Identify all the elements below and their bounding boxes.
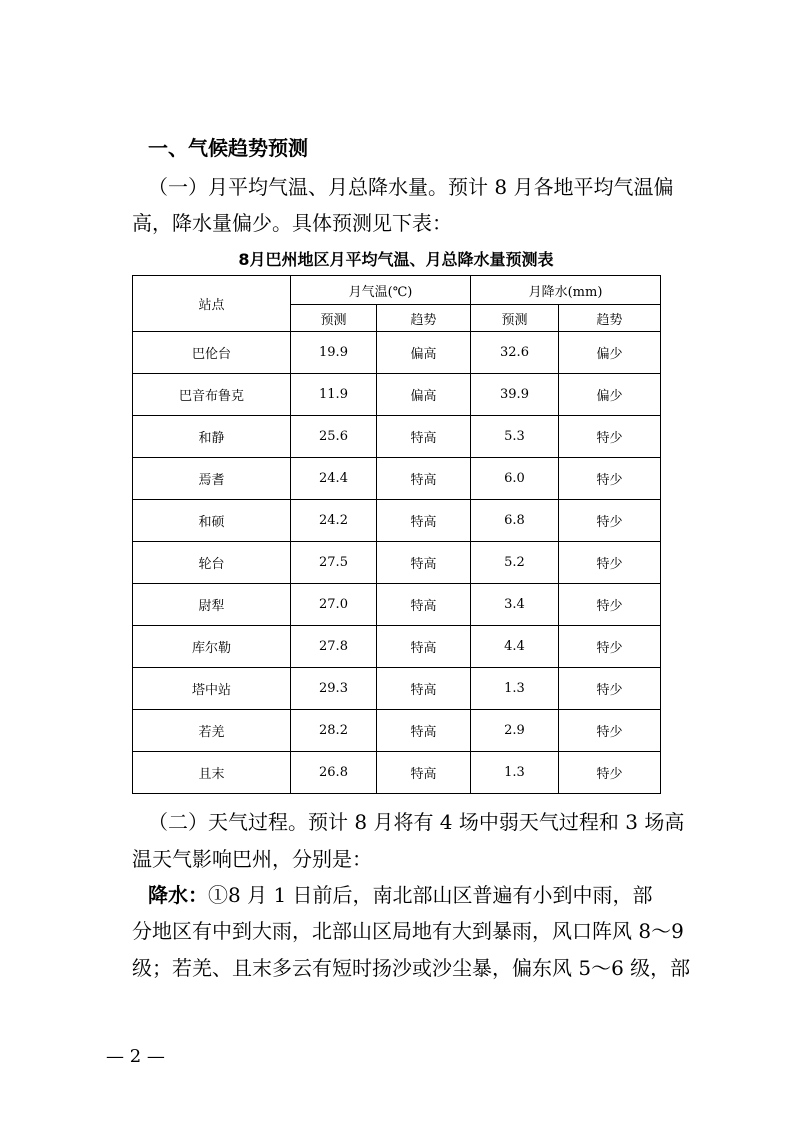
paragraph-3-line-3: 级；若羌、且末多云有短时扬沙或沙尘暴，偏东风 5～6 级，部 <box>132 956 691 980</box>
station-cell: 巴伦台 <box>133 332 291 374</box>
table-caption: 8月巴州地区月平均气温、月总降水量预测表 <box>238 250 554 269</box>
precip-forecast-cell: 5.2 <box>471 542 559 584</box>
station-cell: 焉耆 <box>133 458 291 500</box>
precip-forecast-cell: 6.8 <box>471 500 559 542</box>
temp-forecast-cell: 24.2 <box>291 500 377 542</box>
table-row <box>133 374 661 416</box>
precip-forecast-cell: 3.4 <box>471 584 559 626</box>
temp-trend-header: 趋势 <box>377 305 471 332</box>
temp-trend-cell: 特高 <box>377 584 471 626</box>
precipitation-label: 降水： <box>148 883 208 907</box>
station-cell: 轮台 <box>133 542 291 584</box>
precip-trend-cell: 特少 <box>559 500 661 542</box>
table-row <box>133 752 661 794</box>
table-body <box>133 332 661 794</box>
paragraph-1-line-1: （一）月平均气温、月总降水量。预计 8 月各地平均气温偏 <box>148 175 674 199</box>
table-row <box>133 668 661 710</box>
temp-trend-cell: 特高 <box>377 668 471 710</box>
table-row <box>133 542 661 584</box>
precip-trend-cell: 偏少 <box>559 374 661 416</box>
temp-forecast-cell: 27.5 <box>291 542 377 584</box>
temp-trend-cell: 特高 <box>377 416 471 458</box>
temp-forecast-cell: 24.4 <box>291 458 377 500</box>
station-cell: 且末 <box>133 752 291 794</box>
temp-trend-cell: 特高 <box>377 542 471 584</box>
station-cell: 尉犁 <box>133 584 291 626</box>
station-cell: 和硕 <box>133 500 291 542</box>
precip-trend-cell: 特少 <box>559 668 661 710</box>
temp-trend-cell: 特高 <box>377 626 471 668</box>
paragraph-2-line-1: （二）天气过程。预计 8 月将有 4 场中弱天气过程和 3 场高 <box>148 810 685 834</box>
station-cell: 塔中站 <box>133 668 291 710</box>
station-cell: 库尔勒 <box>133 626 291 668</box>
temp-forecast-cell: 11.9 <box>291 374 377 416</box>
temp-forecast-cell: 28.2 <box>291 710 377 752</box>
temp-trend-cell: 特高 <box>377 710 471 752</box>
table-row <box>133 500 661 542</box>
precip-forecast-header: 预测 <box>471 305 559 332</box>
station-cell: 巴音布鲁克 <box>133 374 291 416</box>
station-cell: 若羌 <box>133 710 291 752</box>
precip-forecast-cell: 1.3 <box>471 752 559 794</box>
page-number: — 2 — <box>106 1046 165 1067</box>
precip-trend-cell: 特少 <box>559 626 661 668</box>
temp-trend-cell: 特高 <box>377 500 471 542</box>
paragraph-3-line-1 <box>148 881 708 909</box>
temp-forecast-cell: 27.0 <box>291 584 377 626</box>
precip-trend-cell: 偏少 <box>559 332 661 374</box>
station-cell: 和静 <box>133 416 291 458</box>
temp-forecast-cell: 27.8 <box>291 626 377 668</box>
paragraph-1-line-2: 高，降水量偏少。具体预测见下表： <box>132 211 452 235</box>
temp-forecast-cell: 25.6 <box>291 416 377 458</box>
precip-trend-cell: 特少 <box>559 542 661 584</box>
precip-forecast-cell: 6.0 <box>471 458 559 500</box>
paragraph-2-line-2: 温天气影响巴州，分别是： <box>132 847 372 871</box>
table-row <box>133 458 661 500</box>
precip-trend-header: 趋势 <box>559 305 661 332</box>
precipitation-header: 月降水(mm) <box>471 276 661 305</box>
temp-trend-cell: 特高 <box>377 458 471 500</box>
paragraph-3-text-1: ①8 月 1 日前后，南北部山区普遍有小到中雨，部 <box>208 883 653 907</box>
table-row <box>133 332 661 374</box>
precip-trend-cell: 特少 <box>559 710 661 752</box>
precip-trend-cell: 特少 <box>559 584 661 626</box>
temp-forecast-cell: 29.3 <box>291 668 377 710</box>
precip-trend-cell: 特少 <box>559 752 661 794</box>
paragraph-3-line-2: 分地区有中到大雨，北部山区局地有大到暴雨，风口阵风 8～9 <box>132 919 684 943</box>
temp-trend-cell: 特高 <box>377 752 471 794</box>
section-heading: 一、气候趋势预测 <box>148 136 308 160</box>
temp-trend-cell: 偏高 <box>377 332 471 374</box>
station-header: 站点 <box>133 276 291 332</box>
table-row <box>133 626 661 668</box>
temp-forecast-cell: 19.9 <box>291 332 377 374</box>
precip-forecast-cell: 2.9 <box>471 710 559 752</box>
precip-trend-cell: 特少 <box>559 458 661 500</box>
table-row <box>133 584 661 626</box>
precip-forecast-cell: 39.9 <box>471 374 559 416</box>
table-row <box>133 416 661 458</box>
precip-forecast-cell: 1.3 <box>471 668 559 710</box>
precip-trend-cell: 特少 <box>559 416 661 458</box>
forecast-table <box>132 275 661 794</box>
temp-forecast-header: 预测 <box>291 305 377 332</box>
precip-forecast-cell: 5.3 <box>471 416 559 458</box>
temp-forecast-cell: 26.8 <box>291 752 377 794</box>
precip-forecast-cell: 32.6 <box>471 332 559 374</box>
temperature-header: 月气温(℃) <box>291 276 471 305</box>
table-row <box>133 710 661 752</box>
temp-trend-cell: 偏高 <box>377 374 471 416</box>
precip-forecast-cell: 4.4 <box>471 626 559 668</box>
